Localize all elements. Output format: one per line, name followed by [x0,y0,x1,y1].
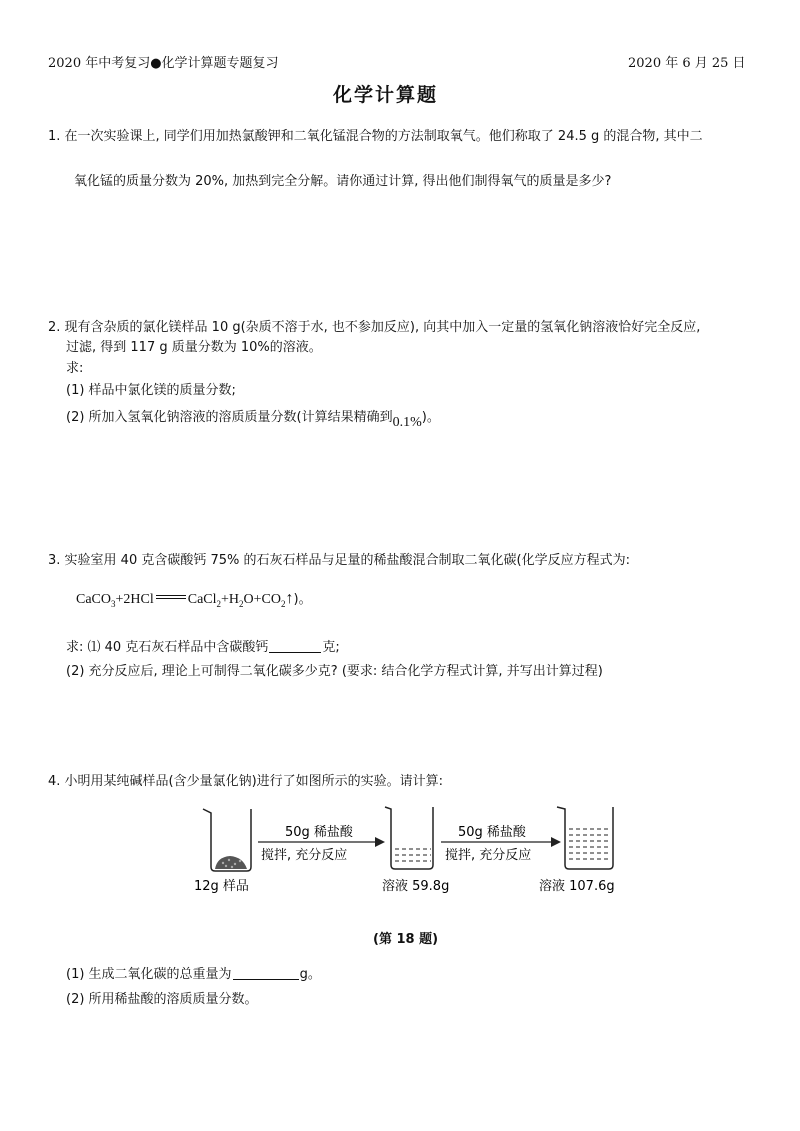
experiment-diagram [185,795,625,905]
q2-ask: 求: [66,361,84,376]
q4-sub2: (2) 所用稀盐酸的溶质质量分数。 [66,992,258,1007]
step2-bottom: 搅拌, 充分反应 [445,848,532,863]
q4-sub1-text: (1) 生成二氧化碳的总重量为 [66,967,232,982]
q2-sub2-value: 0.1% [392,415,422,430]
q3-answer-blank[interactable] [269,640,321,653]
step2-top: 50g 稀盐酸 [458,825,526,840]
eq-equals-sign [156,595,186,603]
label-sample: 12g 样品 [194,879,249,894]
eq-h-sub: 2 [239,598,244,609]
q3-sub1-unit: 克; [322,640,340,655]
q3-equation [76,588,312,609]
eq-arrow: ↑ [285,590,294,607]
eq-h: +H [221,592,240,607]
page-title: 化学计算题 [333,84,439,106]
header-date: 2020 年 6 月 25 日 [628,56,746,71]
q4-sub1 [66,963,321,982]
step1-top: 50g 稀盐酸 [285,825,353,840]
q2-sub1: (1) 样品中氯化镁的质量分数; [66,383,236,398]
q2-sub2 [66,406,440,430]
eq-caco: CaCO [76,592,111,607]
q2-line1: 2. 现有含杂质的氯化镁样品 10 g(杂质不溶于水, 也不参加反应), 向其中加入一定量的氢氧化钠溶液恰好完全反应, [48,320,701,335]
eq-oco: O+CO [243,592,281,607]
q4-line1: 4. 小明用某纯碱样品(含少量氯化钠)进行了如图所示的实验。请计算: [48,774,444,789]
eq-cacl: CaCl [187,592,217,607]
q2-sub2-text: (2) 所加入氢氧化钠溶液的溶质质量分数(计算结果精确到 [66,410,393,425]
q2-line2: 过滤, 得到 117 g 质量分数为 10%的溶液。 [66,340,322,355]
beaker-2 [385,807,433,869]
figure-caption: (第 18 题) [373,932,439,947]
eq-cacl-sub: 2 [216,598,222,609]
q4-answer-blank[interactable] [233,967,299,980]
q1-line1: 1. 在一次实验课上, 同学们用加热氯酸钾和二氧化锰混合物的方法制取氧气。他们称取了 24.5 g 的混合物, 其中二 [48,129,703,144]
q3-sub1-text: 求: ⑴ 40 克石灰石样品中含碳酸钙 [66,640,269,655]
header-left: 2020 年中考复习●化学计算题专题复习 [48,56,279,71]
label-solution-2: 溶液 107.6g [539,879,615,894]
beaker-3 [557,807,613,869]
eq-hcl: +2HCl [115,592,154,607]
q2-sub2-end: )。 [421,410,440,425]
q3-sub1 [66,636,340,655]
q3-sub2: (2) 充分反应后, 理论上可制得二氧化碳多少克? (要求: 结合化学方程式计算, 并写出计算过程) [66,664,603,679]
eq-end: )。 [293,592,312,607]
q1-line2: 氧化锰的质量分数为 20%, 加热到完全分解。请你通过计算, 得出他们制得氧气的质量是多少? [74,174,612,189]
q3-line1: 3. 实验室用 40 克含碳酸钙 75% 的石灰石样品与足量的稀盐酸混合制取二氧化碳(化学反应方程式为: [48,553,630,568]
beaker-1 [203,809,251,871]
eq-caco-sub: 3 [111,598,116,609]
label-solution-1: 溶液 59.8g [382,879,450,894]
q4-sub1-unit: g。 [299,967,321,982]
step1-bottom: 搅拌, 充分反应 [261,848,348,863]
eq-co-sub: 2 [281,598,286,609]
